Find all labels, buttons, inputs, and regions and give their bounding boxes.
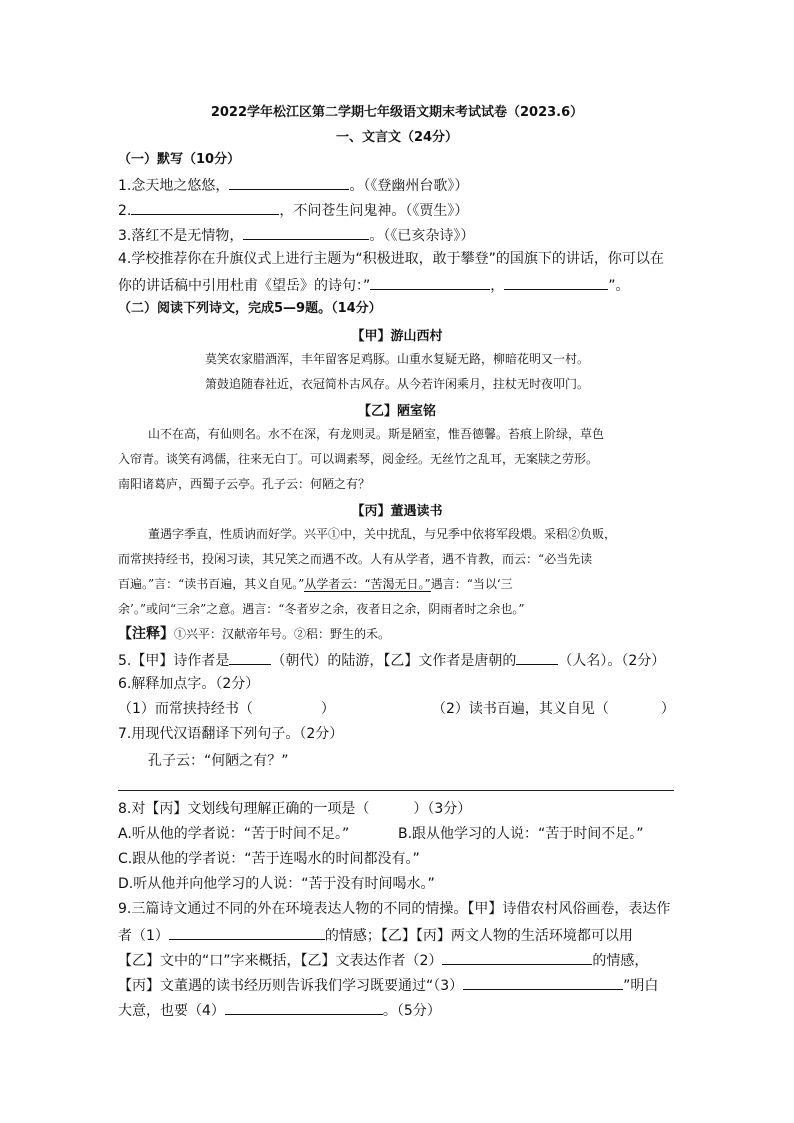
q5-answer-blank-1[interactable] (229, 650, 271, 665)
q4-answer-blank-1[interactable] (370, 275, 490, 290)
q6-item2-close: ） (660, 701, 675, 717)
q8-option-c: C.跟从他的学者说：“苦于连喝水的时间都没有。” (118, 851, 420, 867)
q8-stem-text: 8.对【丙】文划线句理解正确的一项是（ (118, 801, 370, 817)
text-bing-line-3-start: 百遍。”言：“读书百遍，其义自见。” (118, 577, 305, 591)
text-yi-line-1: 山不在高，有仙则名。水不在深，有龙则灵。斯是陋室，惟吾德馨。苔痕上阶绿，草色 (148, 427, 605, 441)
text-yi-line-3: 南阳诸葛庐，西蜀子云亭。孔子云：何陋之有？ (118, 477, 371, 491)
question-9-line-3 (118, 950, 648, 970)
q9-l3-end: 的情感， (592, 953, 649, 969)
text-bing-line-3-end: 遇言：“当以‘三 (430, 577, 513, 591)
q1-answer-blank[interactable] (229, 175, 349, 190)
q5-text-a: 5.【甲】诗作者是 (118, 653, 230, 669)
q9-l3-start: 【乙】文中的“口”字来概括，【乙】文表达作者（2） (118, 953, 443, 969)
text-bing-line-3 (118, 575, 513, 593)
q9-answer-blank-4[interactable] (225, 1000, 383, 1015)
q2-number: 2. (118, 203, 132, 219)
question-7-stem: 7.用现代汉语翻译下列句子。（2分） (118, 726, 344, 742)
text-bing-line-2: 而常挟持经书，投闲习读，其兄笑之而遇不改。人有从学者，遇不肯教，而云：“必当先读 (118, 552, 593, 566)
q2-answer-blank[interactable] (131, 200, 279, 215)
q2-text: ，不问苍生问鬼神。（《贾生》） (279, 203, 469, 219)
q9-answer-blank-3[interactable] (463, 975, 623, 990)
q9-l4-end: ”明白 (623, 978, 659, 994)
question-3 (118, 225, 474, 245)
question-6-item-2 (432, 700, 675, 718)
q6-item1-close: ） (320, 701, 335, 717)
q9-l5-end: 。（5分） (382, 1003, 441, 1019)
text-bing-title: 【丙】董遇读书 (351, 504, 443, 519)
q5-text-b: （朝代）的陆游，【乙】文作者是唐朝的 (271, 653, 517, 669)
text-yi-title: 【乙】陋室铭 (357, 404, 436, 419)
q8-option-d: D.听从他并向他学习的人说：“苦于没有时间喝水。” (118, 876, 435, 892)
question-7-sentence: 孔子云：“何陋之有？” (148, 753, 289, 769)
annotation (118, 625, 390, 643)
section-heading-classical-chinese: 一、文言文（24分） (335, 130, 459, 145)
q1-text: 1.念天地之悠悠， (118, 178, 230, 194)
underlined-sentence: 从学者云：“苦渴无日。” (304, 577, 431, 591)
q6-item2-text: （2）读书百遍，其义自见（ (432, 701, 609, 717)
q8-option-b: B.跟从他学习的人说：“苦于时间不足。” (398, 826, 644, 842)
question-6-stem: 6.解释加点字。（2分） (118, 676, 260, 692)
q9-l5-start: 大意，也要（4） (118, 1003, 225, 1019)
q1-source: 。（《登幽州台歌》） (349, 178, 469, 194)
question-9-line-4 (118, 975, 658, 995)
q5-answer-blank-2[interactable] (516, 650, 558, 665)
q7-answer-line[interactable] (118, 790, 674, 791)
q3-source: 。（《已亥杂诗》） (369, 228, 475, 244)
exam-title: 2022学年松江区第二学期七年级语文期末考试试卷（2023.6） (210, 105, 584, 120)
poem-jia-title: 【甲】游山西村 (351, 329, 443, 344)
q5-text-c: （人名）。（2分） (558, 653, 666, 669)
question-2 (118, 200, 468, 220)
q9-answer-blank-1[interactable] (169, 925, 325, 940)
question-9-line-5 (118, 1000, 441, 1020)
q9-l2-end: 的情感；【乙】【丙】两文人物的生活环境都可以用 (324, 928, 633, 944)
question-6-item-1 (118, 700, 335, 718)
q6-item1-text: （1）而常挟持经书（ (118, 701, 253, 717)
text-bing-line-1: 董遇字季直，性质讷而好学。兴平①中，关中扰乱，与兄季中依将军段煨。采稆②负贩， (148, 527, 617, 541)
q4-text: 你的讲话稿中引用杜甫《望岳》的诗句：” (118, 278, 371, 294)
question-1 (118, 175, 468, 195)
q4-end: ”。 (608, 278, 630, 294)
poem-jia-line-2: 箫鼓追随春社近，衣冠简朴古风存。从今若许闲乘月，拄杖无时夜叩门。 (204, 377, 589, 391)
q3-text: 3.落红不是无情物， (118, 228, 244, 244)
text-yi-line-2: 入帘青。谈笑有鸿儒，往来无白丁。可以调素琴，阅金经。无丝竹之乱耳，无案牍之劳形。 (118, 452, 599, 466)
question-4-line1: 4.学校推荐你在升旗仪式上进行主题为“积极进取，敢于攀登”的国旗下的讲话，你可以在 (118, 251, 664, 267)
q8-stem-end: ）（3分） (413, 801, 472, 817)
annotation-text: ①兴平：汉献帝年号。②稆：野生的禾。 (174, 627, 391, 641)
q9-l2-start: 者（1） (118, 928, 169, 944)
text-bing-line-4: 余’。”或问“三余”之意。遇言：“冬者岁之余，夜者日之余，阴雨者时之余也。” (118, 602, 525, 616)
q9-answer-blank-2[interactable] (442, 950, 592, 965)
q4-comma: ， (490, 278, 505, 294)
q3-answer-blank[interactable] (243, 225, 369, 240)
question-9-line-1: 9.三篇诗文通过不同的外在环境表达人物的不同的情操。【甲】诗借农村风俗画卷，表达作 (118, 901, 671, 917)
question-9-line-2 (118, 925, 633, 945)
part1-heading: （一）默写（10分） (118, 152, 241, 167)
annotation-label: 【注释】 (118, 626, 174, 642)
poem-jia-line-1: 莫笑农家腊酒浑，丰年留客足鸡豚。山重水复疑无路，柳暗花明又一村。 (204, 352, 589, 366)
question-4-line2 (118, 275, 630, 295)
q9-l4-start: 【丙】文董遇的读书经历则告诉我们学习既要通过“（3） (118, 978, 464, 994)
q8-option-a: A.听从他的学者说：“苦于时间不足。” (118, 826, 350, 842)
question-5 (118, 650, 665, 670)
q4-answer-blank-2[interactable] (504, 275, 608, 290)
question-8-stem (118, 800, 471, 818)
part2-heading: （二）阅读下列诗文，完成5—9题。（14分） (118, 301, 382, 316)
